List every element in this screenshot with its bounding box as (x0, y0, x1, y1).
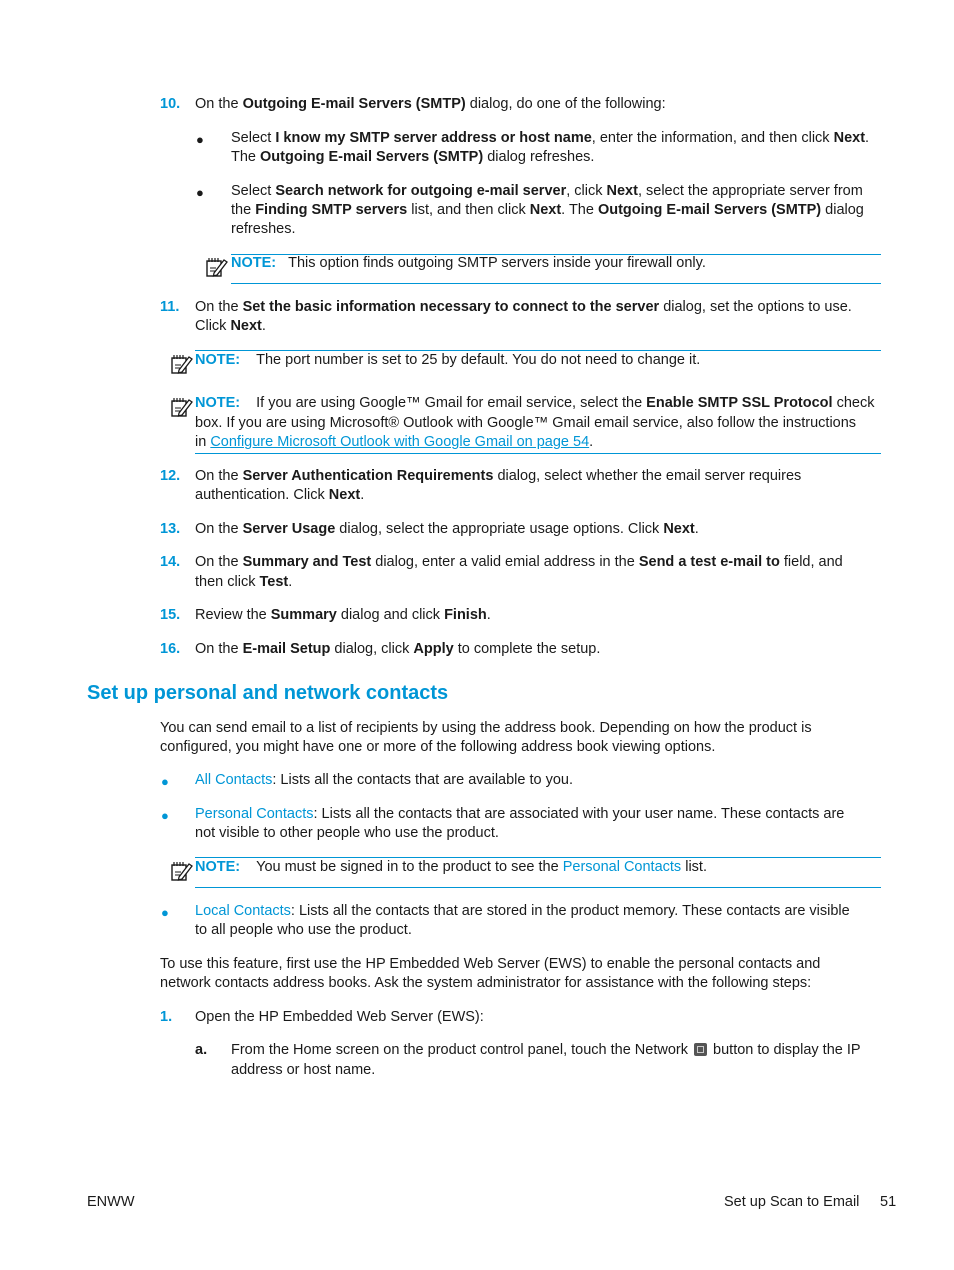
local-contacts-link[interactable]: Local Contacts (195, 903, 291, 919)
step-10-option-1-line2: The Outgoing E-mail Servers (SMTP) dialog refreshes. (231, 149, 595, 165)
personal-contacts-item: Personal Contacts: Lists all the contacts that are associated with your user name. These contacts are (195, 806, 845, 822)
step-number: 16. (160, 641, 181, 657)
note-icon (205, 256, 229, 278)
note-bottom-rule (195, 887, 881, 888)
step-number: 12. (160, 468, 181, 484)
step-10-option-2-line2: the Finding SMTP servers list, and then click Next. The Outgoing E-mail Servers (SMTP) dialog (231, 202, 864, 218)
note-icon (170, 396, 194, 418)
step-number: 11. (160, 299, 180, 315)
all-contacts-link[interactable]: All Contacts (195, 772, 273, 788)
step-number: 14. (160, 554, 181, 570)
personal-contacts-link[interactable]: Personal Contacts (195, 806, 314, 822)
substep-a-text: From the Home screen on the product control panel, touch the Network button to display the IP (231, 1042, 861, 1058)
bullet-icon: ● (161, 905, 169, 920)
section-heading: Set up personal and network contacts (87, 682, 449, 704)
note: NOTE: If you are using Google™ Gmail for email service, select the Enable SMTP SSL Protocol check (195, 395, 875, 411)
note: NOTE: The port number is set to 25 by default. You do not need to change it. (195, 352, 701, 368)
footer-chapter-title: Set up Scan to Email (724, 1194, 860, 1210)
step-11-text: On the Set the basic information necessary to connect to the server dialog, set the options to use. (195, 299, 852, 315)
step-15-text: Review the Summary dialog and click Finish. (195, 607, 491, 623)
step-number: 10. (160, 96, 181, 112)
step-14-text: On the Summary and Test dialog, enter a valid emial address in the Send a test e-mail to field, and (195, 554, 843, 570)
step-1-text: Open the HP Embedded Web Server (EWS): (195, 1009, 484, 1025)
intro-paragraph-line2: configured, you might have one or more of the following address book viewing options. (160, 739, 716, 755)
note-icon (170, 860, 194, 882)
personal-contacts-link[interactable]: Personal Contacts (562, 859, 682, 875)
note: NOTE: You must be signed in to the product to see the Personal Contacts list. (195, 859, 707, 875)
step-14-text-line2: then click Test. (195, 574, 293, 590)
step-10-option-2-line3: refreshes. (231, 221, 296, 237)
personal-contacts-item-line2: not visible to other people who use the product. (195, 825, 499, 841)
step-number: 15. (160, 607, 181, 623)
bullet-icon: ● (161, 808, 169, 823)
step-10-option-1: Select I know my SMTP server address or host name, enter the information, and then click Next. (231, 130, 870, 146)
network-icon (694, 1043, 707, 1056)
step-number: 1. (160, 1009, 173, 1025)
substep-a-text-line2: address or host name. (231, 1062, 376, 1078)
step-11-text-line2: Click Next. (195, 318, 266, 334)
step-10-option-2: Select Search network for outgoing e-mail server, click Next, select the appropriate server from (231, 183, 863, 199)
footer-left: ENWW (87, 1194, 135, 1210)
local-contacts-item-line2: to all people who use the product. (195, 922, 412, 938)
step-10-text: On the Outgoing E-mail Servers (SMTP) dialog, do one of the following: (195, 96, 666, 112)
local-contacts-item: Local Contacts: Lists all the contacts that are stored in the product memory. These contacts are visible (195, 903, 850, 919)
intro-paragraph: You can send email to a list of recipients by using the address book. Depending on how the product is (160, 720, 812, 736)
all-contacts-item: All Contacts: Lists all the contacts that are available to you. (195, 772, 574, 788)
bullet-icon: ● (196, 185, 204, 200)
step-number: 13. (160, 521, 181, 537)
page-number: 51 (880, 1194, 897, 1210)
note-bottom-rule (195, 453, 881, 454)
note-line2: box. If you are using Microsoft® Outlook with Google™ Gmail email service, also follow the instructions (195, 415, 857, 431)
ews-paragraph: To use this feature, first use the HP Embedded Web Server (EWS) to enable the personal contacts and (160, 956, 821, 972)
note-line3: in Configure Microsoft Outlook with Google Gmail on page 54. (195, 434, 594, 450)
ews-paragraph-line2: network contacts address books. Ask the system administrator for assistance with the following steps: (160, 975, 812, 991)
bullet-icon: ● (161, 774, 169, 789)
note: NOTE: This option finds outgoing SMTP servers inside your firewall only. (231, 255, 706, 271)
step-12-text: On the Server Authentication Requirements dialog, select whether the email server requires (195, 468, 802, 484)
substep-letter: a. (195, 1042, 208, 1058)
outlook-gmail-link[interactable]: Configure Microsoft Outlook with Google Gmail on page 54 (210, 434, 590, 450)
note-icon (170, 353, 194, 375)
step-13-text: On the Server Usage dialog, select the appropriate usage options. Click Next. (195, 521, 699, 537)
step-12-text-line2: authentication. Click Next. (195, 487, 365, 503)
step-16-text: On the E-mail Setup dialog, click Apply to complete the setup. (195, 641, 601, 657)
note-bottom-rule (231, 283, 881, 284)
bullet-icon: ● (196, 132, 204, 147)
